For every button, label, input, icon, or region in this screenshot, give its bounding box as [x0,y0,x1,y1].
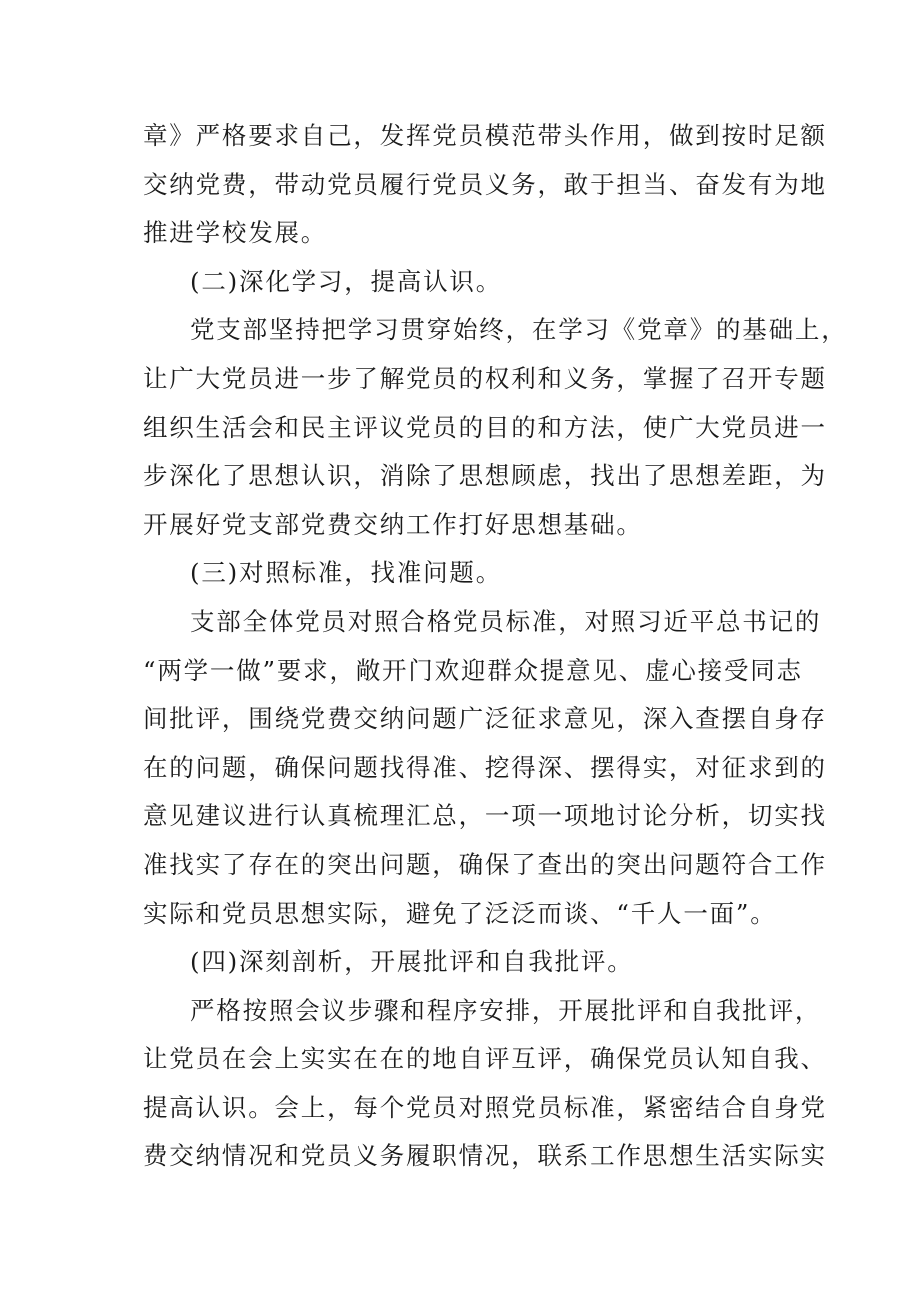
text-line: 党支部坚持把学习贯穿始终，在学习《党章》的基础上， [190,315,848,345]
text-line: 让广大党员进一步了解党员的权利和义务，掌握了召开专题 [143,363,827,393]
text-line: 间批评，围绕党费交纳问题广泛征求意见，深入查摆自身存 [143,704,827,734]
text-line: “两学一做”要求，敞开门欢迎群众提意见、虚心接受同志 [143,655,803,685]
text-line: 意见建议进行认真梳理汇总，一项一项地讨论分析，切实找 [143,801,827,831]
text-line: 章》严格要求自己，发挥党员模范带头作用，做到按时足额 [143,121,827,150]
body-text [143,112,848,1181]
text-line: 实际和党员思想实际，避免了泛泛而谈、“千人一面”。 [143,898,777,928]
text-line: 让党员在会上实实在在的地自评互评，确保党员认知自我、 [143,1044,827,1074]
text-line: 支部全体党员对照合格党员标准，对照习近平总书记的 [190,606,822,636]
text-line: 准找实了存在的突出问题，确保了查出的突出问题符合工作 [143,849,827,879]
text-line: 步深化了思想认识，消除了思想顾虑，找出了思想差距，为 [143,461,827,491]
text-line: 推进学校发展。 [143,218,328,248]
text-line: 交纳党费，带动党员履行党员义务，敢于担当、奋发有为地 [143,169,827,199]
text-line: 严格按照会议步骤和程序安排，开展批评和自我批评， [190,995,822,1025]
text-line: 费交纳情况和党员义务履职情况，联系工作思想生活实际实 [143,1141,827,1171]
text-line: 提高认识。会上，每个党员对照党员标准，紧密结合自身党 [143,1092,827,1122]
text-line: 组织生活会和民主评议党员的目的和方法，使广大党员进一 [143,412,827,442]
section-heading-4: (四)深刻剖析，开展批评和自我批评。 [190,947,634,977]
text-line: 开展好党支部党费交纳工作打好思想基础。 [143,509,643,539]
text-line: 在的问题，确保问题找得准、挖得深、摆得实，对征求到的 [143,752,827,782]
section-heading-2: (二)深化学习，提高认识。 [190,266,503,296]
section-heading-3: (三)对照标准，找准问题。 [190,558,503,588]
